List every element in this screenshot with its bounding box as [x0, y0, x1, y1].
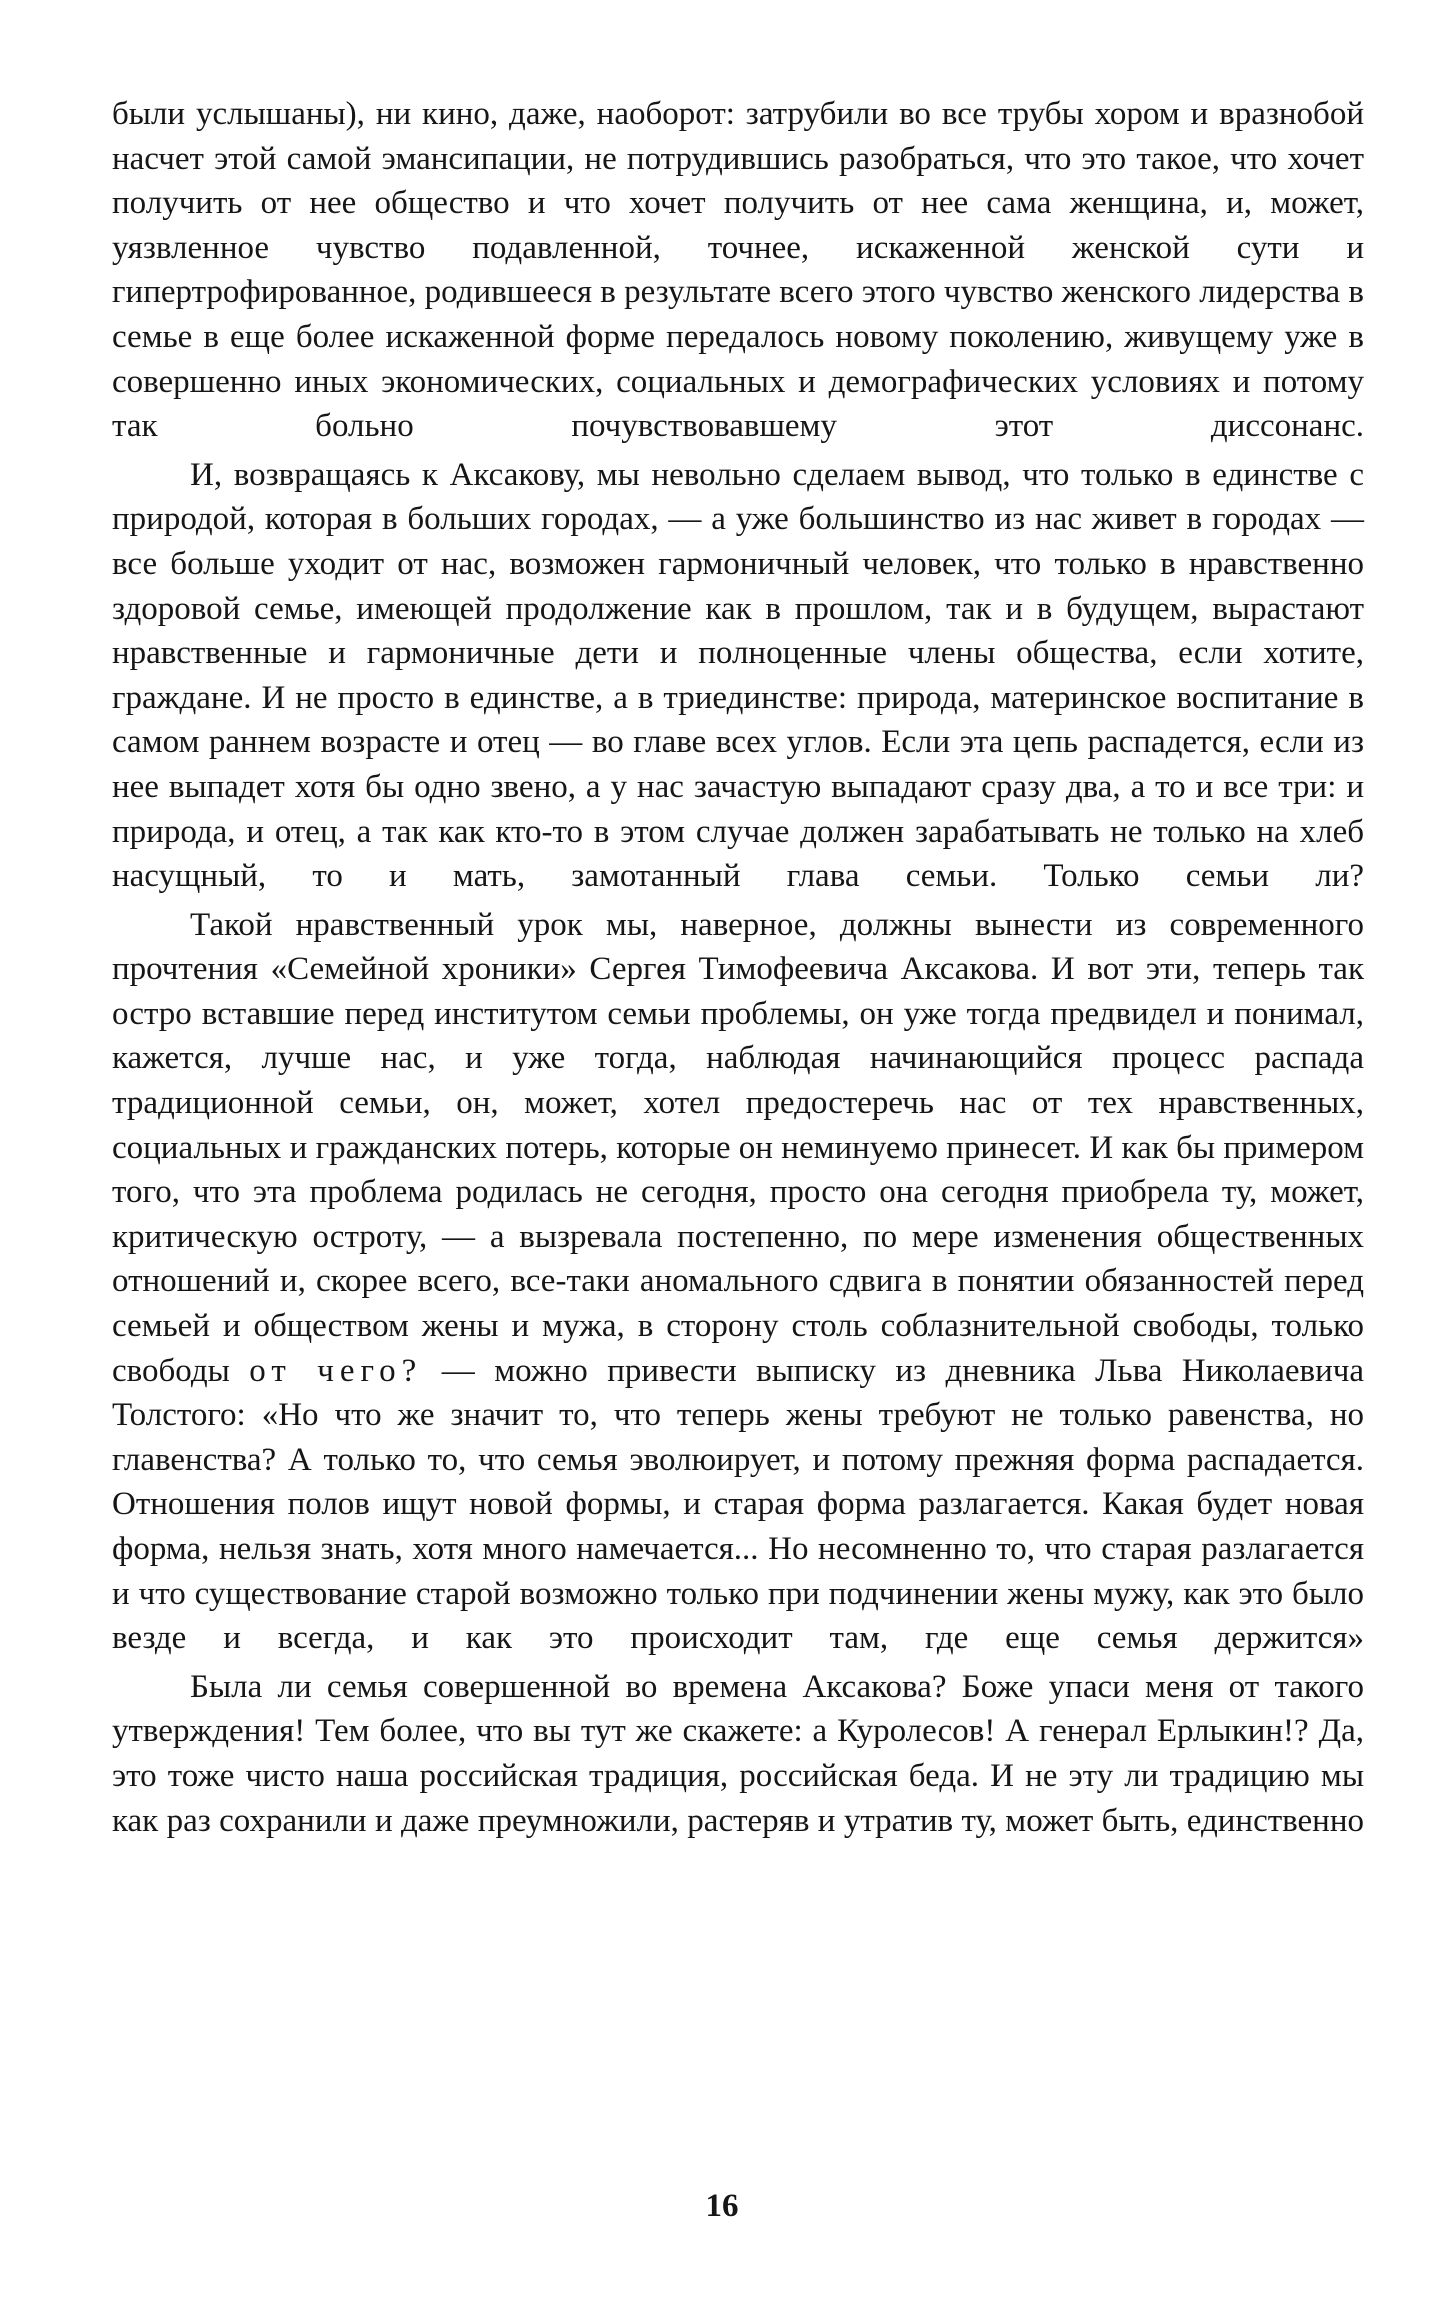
paragraph-moral-lesson — [112, 903, 1364, 1661]
paragraph-perfect-family-question: Была ли семья совершенной во времена Аксакова? Боже упаси меня от такого утверждения! Тем более, что вы тут же скажете: а Куролесов! А генерал Ерлыкин!? Да, это тоже чисто наша российская традиция, российская беда. И не эту ли традицию мы как раз сохранили и даже преумножили, растеряв и утратив ту, может быть, единственно — [112, 1668, 1364, 1839]
paragraph-aksakov-conclusion: И, возвращаясь к Аксакову, мы невольно сделаем вывод, что только в единстве с природой, которая в больших городах, — а уже большинство из нас живет в городах — все больше уходит от нас, возможен гармоничный человек, что только в нравственно здоровой семье, имеющей продолжение как в прошлом, так и в будущем, вырастают нравственные и гармоничные дети и полноценные члены общества, если хотите, граждане. И не просто в единстве, а в триединстве: природа, материнское воспитание в самом раннем возрасте и отец — во главе всех углов. Если эта цепь распадется, если из нее выпадет хотя бы одно звено, а у нас зачастую выпадают сразу два, а то и все три: и природа, и отец, а так как кто-то в этом случае должен зарабатывать не только на хлеб насущный, то и мать, замотанный глава семьи. Только семьи ли? — [112, 456, 1364, 895]
page-number: 16 — [705, 2188, 739, 2224]
page-body — [112, 92, 1364, 1843]
paragraph-moral-lesson-part1: Такой нравственный урок мы, наверное, должны вынести из современного прочтения «Семейной хроники» Сергея Тимофеевича Аксакова. И вот эти, теперь так остро вставшие перед институтом семьи проблемы, он уже тогда предвидел и понимал, кажется, лучше нас, и уже тогда, наблюдая начинающийся процесс распада традиционной семьи, он, может, хотел предостеречь нас от тех нравственных, социальных и гражданских потерь, которые он неминуемо принесет. И как бы примером того, что эта проблема родилась не сегодня, просто она сегодня приобрела ту, может, критическую остроту, — а вызревала постепенно, по мере изменения общественных отношений и, скорее всего, все-таки аномального сдвига в понятии обязанностей перед семьей и обществом жены и мужа, в сторону столь соблазнительной свободы, только свободы — [112, 906, 1364, 1389]
paragraph-moral-lesson-part2: — можно привести выписку из дневника Льва Николаевича Толстого: «Но что же значит то, что теперь жены требуют не только равенства, но главенства? А только то, что семья эволюирует, и потому прежняя форма распадается. Отношения полов ищут новой формы, и старая форма разлагается. Какая будет новая форма, нельзя знать, хотя много намечается... Но несомненно то, что старая разлагается и что существование старой возможно только при подчинении жены мужу, как это было везде и всегда, и как это происходит там, где еще семья держится» — [112, 1352, 1365, 1657]
paragraph-continuation: были услышаны), ни кино, даже, наоборот: затрубили во все трубы хором и вразнобой насчет этой самой эмансипации, не потрудившись разобраться, что это такое, что хочет получить от нее общество и что хочет получить от нее сама женщина, и, может, уязвленное чувство подавленной, точнее, искаженной женской сути и гипертрофированное, родившееся в результате всего этого чувство женского лидерства в семье в еще более искаженной форме передалось новому поколению, живущему уже в совершенно иных экономических, социальных и демографических условиях и потому так больно почувствовавшему этот диссонанс. — [112, 96, 1364, 445]
spaced-emphasis-text: от чего? — [249, 1352, 423, 1389]
